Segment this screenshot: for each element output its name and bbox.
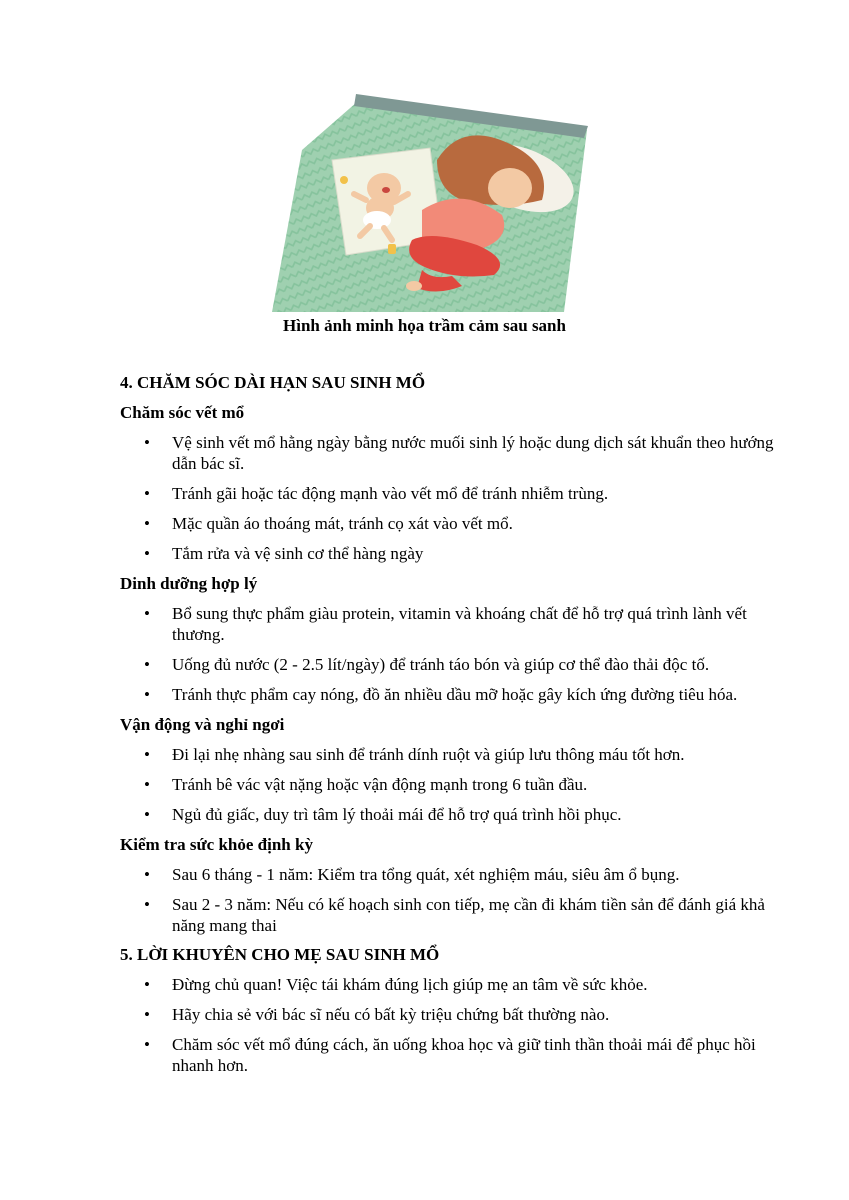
list-item: • Tắm rửa và vệ sinh cơ thể hàng ngày	[144, 544, 424, 563]
section-5	[120, 944, 780, 1076]
bullet-list	[120, 744, 780, 825]
subsection-title: Chăm sóc vết mổ	[120, 403, 245, 422]
postpartum-depression-illustration	[262, 90, 592, 312]
list-item: • Hãy chia sẻ với bác sĩ nếu có bất kỳ triệu chứng bất thường nào.	[144, 1005, 610, 1024]
document-content	[120, 372, 780, 1076]
subsection-title: Vận động và nghỉ ngơi	[120, 715, 285, 734]
bullet-list	[120, 974, 780, 1076]
list-item: • Ngủ đủ giấc, duy trì tâm lý thoải mái để hỗ trợ quá trình hồi phục.	[144, 805, 622, 824]
bullet-list	[120, 864, 780, 936]
list-item: • Sau 2 - 3 năm: Nếu có kế hoạch sinh con tiếp, mẹ cần đi khám tiền sản để đánh giá khả năng mang thai	[144, 895, 765, 935]
section-title: 5. LỜI KHUYÊN CHO MẸ SAU SINH MỔ	[120, 945, 440, 964]
list-item: • Sau 6 tháng - 1 năm: Kiểm tra tổng quát, xét nghiệm máu, siêu âm ổ bụng.	[144, 865, 680, 884]
list-item: • Mặc quần áo thoáng mát, tránh cọ xát vào vết mổ.	[144, 514, 513, 533]
list-item: • Đừng chủ quan! Việc tái khám đúng lịch giúp mẹ an tâm về sức khỏe.	[144, 975, 648, 994]
bottle	[388, 244, 396, 254]
bullet-list	[120, 432, 780, 564]
list-item: • Chăm sóc vết mổ đúng cách, ăn uống khoa học và giữ tinh thần thoải mái để phục hồi nhanh hơn.	[144, 1035, 756, 1075]
list-item: • Vệ sinh vết mổ hằng ngày bằng nước muối sinh lý hoặc dung dịch sát khuẩn theo hướng dẫn bác sĩ.	[144, 433, 774, 473]
list-item: • Tránh bê vác vật nặng hoặc vận động mạnh trong 6 tuần đầu.	[144, 775, 588, 794]
subsection-title: Dinh dưỡng hợp lý	[120, 574, 258, 593]
bullet-list	[120, 603, 780, 705]
section-4	[120, 372, 780, 936]
list-item: • Tránh gãi hoặc tác động mạnh vào vết mổ để tránh nhiễm trùng.	[144, 484, 609, 503]
subsection-title: Kiểm tra sức khỏe định kỳ	[120, 835, 313, 854]
list-item: • Tránh thực phẩm cay nóng, đồ ăn nhiều dầu mỡ hoặc gây kích ứng đường tiêu hóa.	[144, 685, 738, 704]
pacifier	[340, 176, 348, 184]
list-item: • Bổ sung thực phẩm giàu protein, vitamin và khoáng chất để hỗ trợ quá trình lành vết thương.	[144, 604, 747, 644]
list-item: • Đi lại nhẹ nhàng sau sinh để tránh dính ruột và giúp lưu thông máu tốt hơn.	[144, 745, 685, 764]
figure-caption: Hình ảnh minh họa trầm cảm sau sanh	[283, 316, 566, 335]
list-item: • Uống đủ nước (2 - 2.5 lít/ngày) để tránh táo bón và giúp cơ thể đào thải độc tố.	[144, 655, 710, 674]
section-title: 4. CHĂM SÓC DÀI HẠN SAU SINH MỔ	[120, 373, 426, 392]
